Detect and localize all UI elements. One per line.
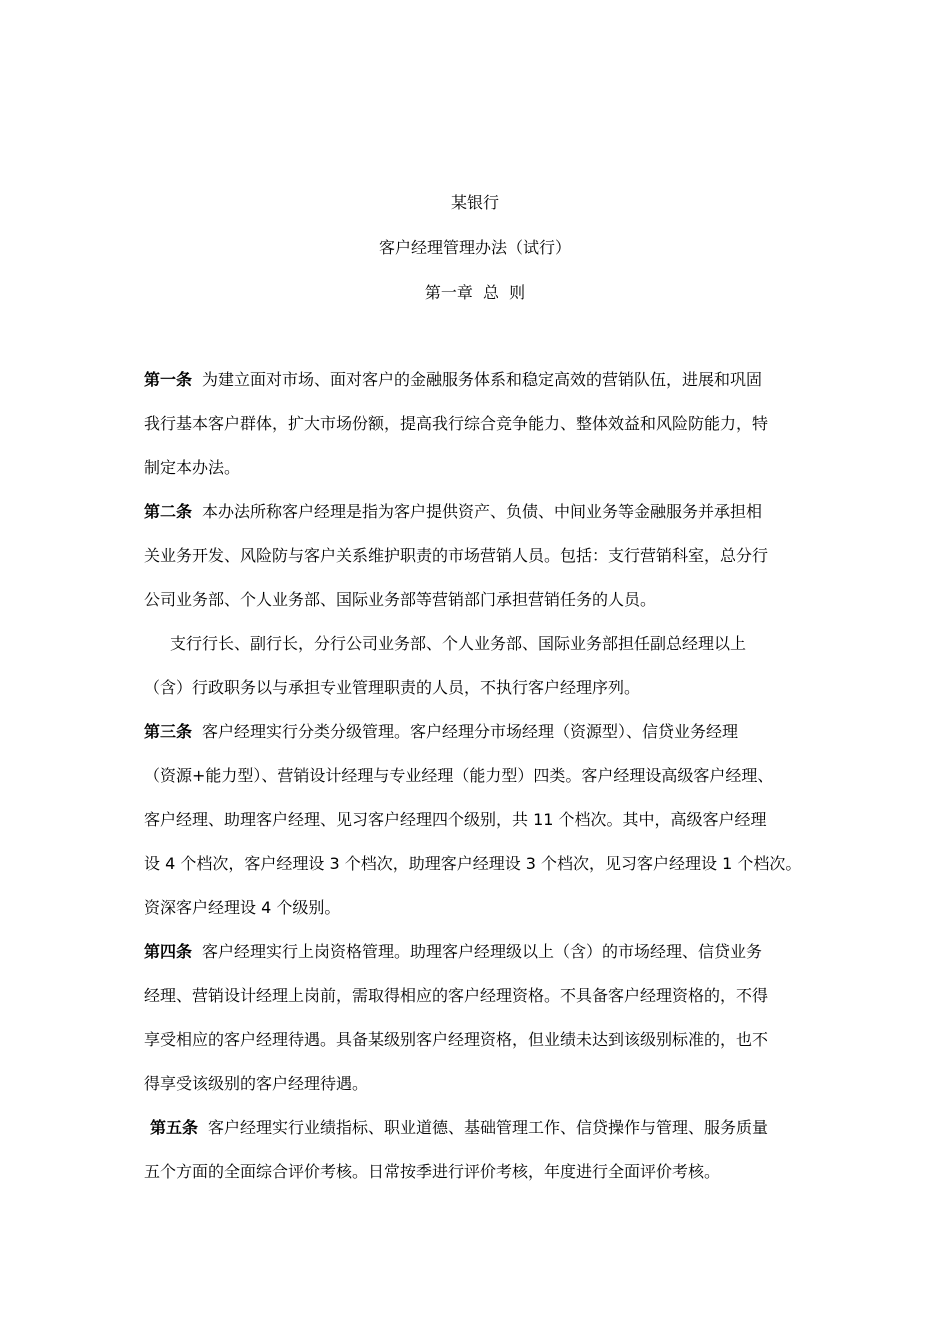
article-1-line-1 (144, 370, 762, 390)
document-title: 客户经理管理办法（试行） (378, 238, 571, 257)
article-5-line-2: 五个方面的全面综合评价考核。日常按季进行评价考核，年度进行全面评价考核。 (144, 1162, 721, 1181)
article-1-line-3: 制定本办法。 (144, 458, 241, 477)
article-1-line-2: 我行基本客户群体，扩大市场份额，提高我行综合竞争能力、整体效益和风险防能力，特 (144, 414, 769, 433)
article-3-line-5: 资深客户经理设 4 个级别。 (144, 898, 341, 917)
article-text: 客户经理实行业绩指标、职业道德、基础管理工作、信贷操作与管理、服务质量 (208, 1118, 769, 1137)
article-label: 第五条 (150, 1118, 199, 1137)
article-3-line-4: 设 4 个档次，客户经理设 3 个档次，助理客户经理设 3 个档次，见习客户经理设 1 个档次。 (144, 854, 802, 873)
article-text: 为建立面对市场、面对客户的金融服务体系和稳定高效的营销队伍，进展和巩固 (202, 370, 763, 389)
article-label: 第二条 (144, 502, 193, 521)
article-label: 第四条 (144, 942, 193, 961)
article-text: 客户经理实行上岗资格管理。助理客户经理级以上（含）的市场经理、信贷业务 (202, 942, 763, 961)
article-label: 第三条 (144, 722, 193, 741)
article-4-line-3: 享受相应的客户经理待遇。具备某级别客户经理资格，但业绩未达到该级别标准的，也不 (144, 1030, 769, 1049)
article-3-line-3: 客户经理、助理客户经理、见习客户经理四个级别，共 11 个档次。其中，高级客户经理 (144, 810, 767, 829)
bank-name: 某银行 (450, 193, 499, 212)
article-text: 客户经理实行分类分级管理。客户经理分市场经理（资源型）、信贷业务经理 (202, 722, 739, 741)
article-4-line-4: 得享受该级别的客户经理待遇。 (144, 1074, 369, 1093)
article-2-line-2: 关业务开发、风险防与客户关系维护职责的市场营销人员。包括：支行营销科室，总分行 (144, 546, 769, 565)
article-2-line-1 (144, 502, 762, 522)
article-4-line-2: 经理、营销设计经理上岗前，需取得相应的客户经理资格。不具备客户经理资格的，不得 (144, 986, 769, 1005)
chapter-heading: 第一章 总 则 (424, 283, 526, 302)
article-2-line-3: 公司业务部、个人业务部、国际业务部等营销部门承担营销任务的人员。 (144, 590, 657, 609)
article-5-line-1 (150, 1118, 768, 1138)
article-3-line-2: （资源+能力型）、营销设计经理与专业经理（能力型）四类。客户经理设高级客户经理、 (144, 766, 774, 785)
article-2-line-4: 支行行长、副行长，分行公司业务部、个人业务部、国际业务部担任副总经理以上 (170, 634, 747, 653)
article-label: 第一条 (144, 370, 193, 389)
article-2-line-5: （含）行政职务以与承担专业管理职责的人员，不执行客户经理序列。 (144, 678, 641, 697)
article-text: 本办法所称客户经理是指为客户提供资产、负债、中间业务等金融服务并承担相 (202, 502, 763, 521)
article-3-line-1 (144, 722, 738, 742)
article-4-line-1 (144, 942, 762, 962)
